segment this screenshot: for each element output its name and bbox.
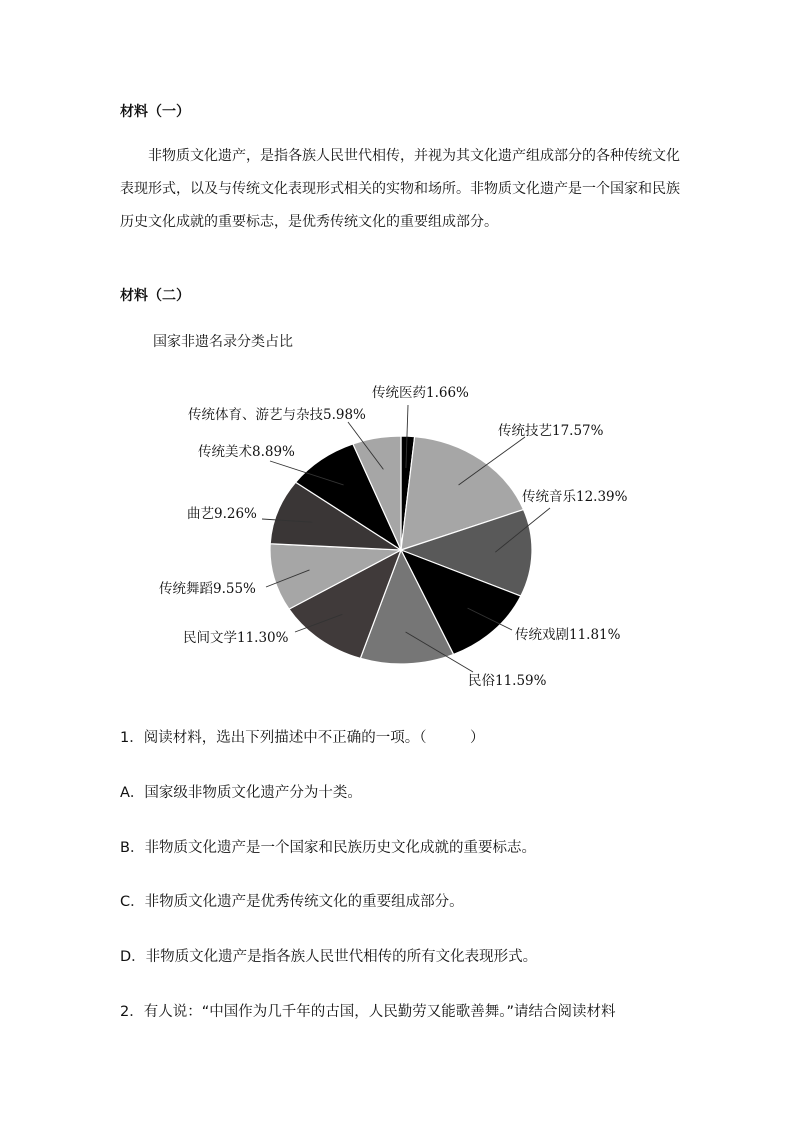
slice-label: 传统体育、游艺与杂技5.98%: [188, 407, 366, 423]
question-1-option-d: D．非物质文化遗产是指各族人民世代相传的所有文化表现形式。: [120, 949, 538, 965]
question-1-stem: 1．阅读材料，选出下列描述中不正确的一项。（ ）: [120, 730, 485, 746]
slice-label: 传统美术8.89%: [198, 444, 295, 460]
slice-label: 曲艺9.26%: [187, 506, 257, 522]
section1-heading: 材料（一）: [120, 104, 190, 120]
slice-label: 传统技艺17.57%: [498, 423, 604, 439]
section2-heading: 材料（二）: [120, 288, 190, 304]
question-1-option-c: C．非物质文化遗产是优秀传统文化的重要组成部分。: [120, 894, 464, 910]
section1-paragraph: 非物质文化遗产，是指各族人民世代相传，并视为其文化遗产组成部分的各种传统文化表现形式，以及与传统文化表现形式相关的实物和场所。非物质文化遗产是一个国家和民族历史文化成就的重要标志，是优秀传统文化的重要组成部分。: [120, 148, 680, 230]
pie-chart: [150, 372, 670, 692]
slice-label: 传统医药1.66%: [372, 385, 469, 401]
question-1-option-b: B．非物质文化遗产是一个国家和民族历史文化成就的重要标志。: [120, 840, 536, 856]
slice-label: 传统戏剧11.81%: [515, 627, 621, 643]
slice-label: 传统舞蹈9.55%: [159, 581, 256, 597]
slice-label: 民间文学11.30%: [183, 630, 289, 646]
question-2-stem: 2．有人说：“中国作为几千年的古国，人民勤劳又能歌善舞。”请结合阅读材料: [120, 1004, 616, 1020]
chart-caption: 国家非遗名录分类占比: [153, 334, 293, 350]
slice-label: 传统音乐12.39%: [522, 489, 628, 505]
question-1-option-a: A．国家级非物质文化遗产分为十类。: [120, 785, 362, 801]
slice-label: 民俗11.59%: [468, 673, 547, 689]
